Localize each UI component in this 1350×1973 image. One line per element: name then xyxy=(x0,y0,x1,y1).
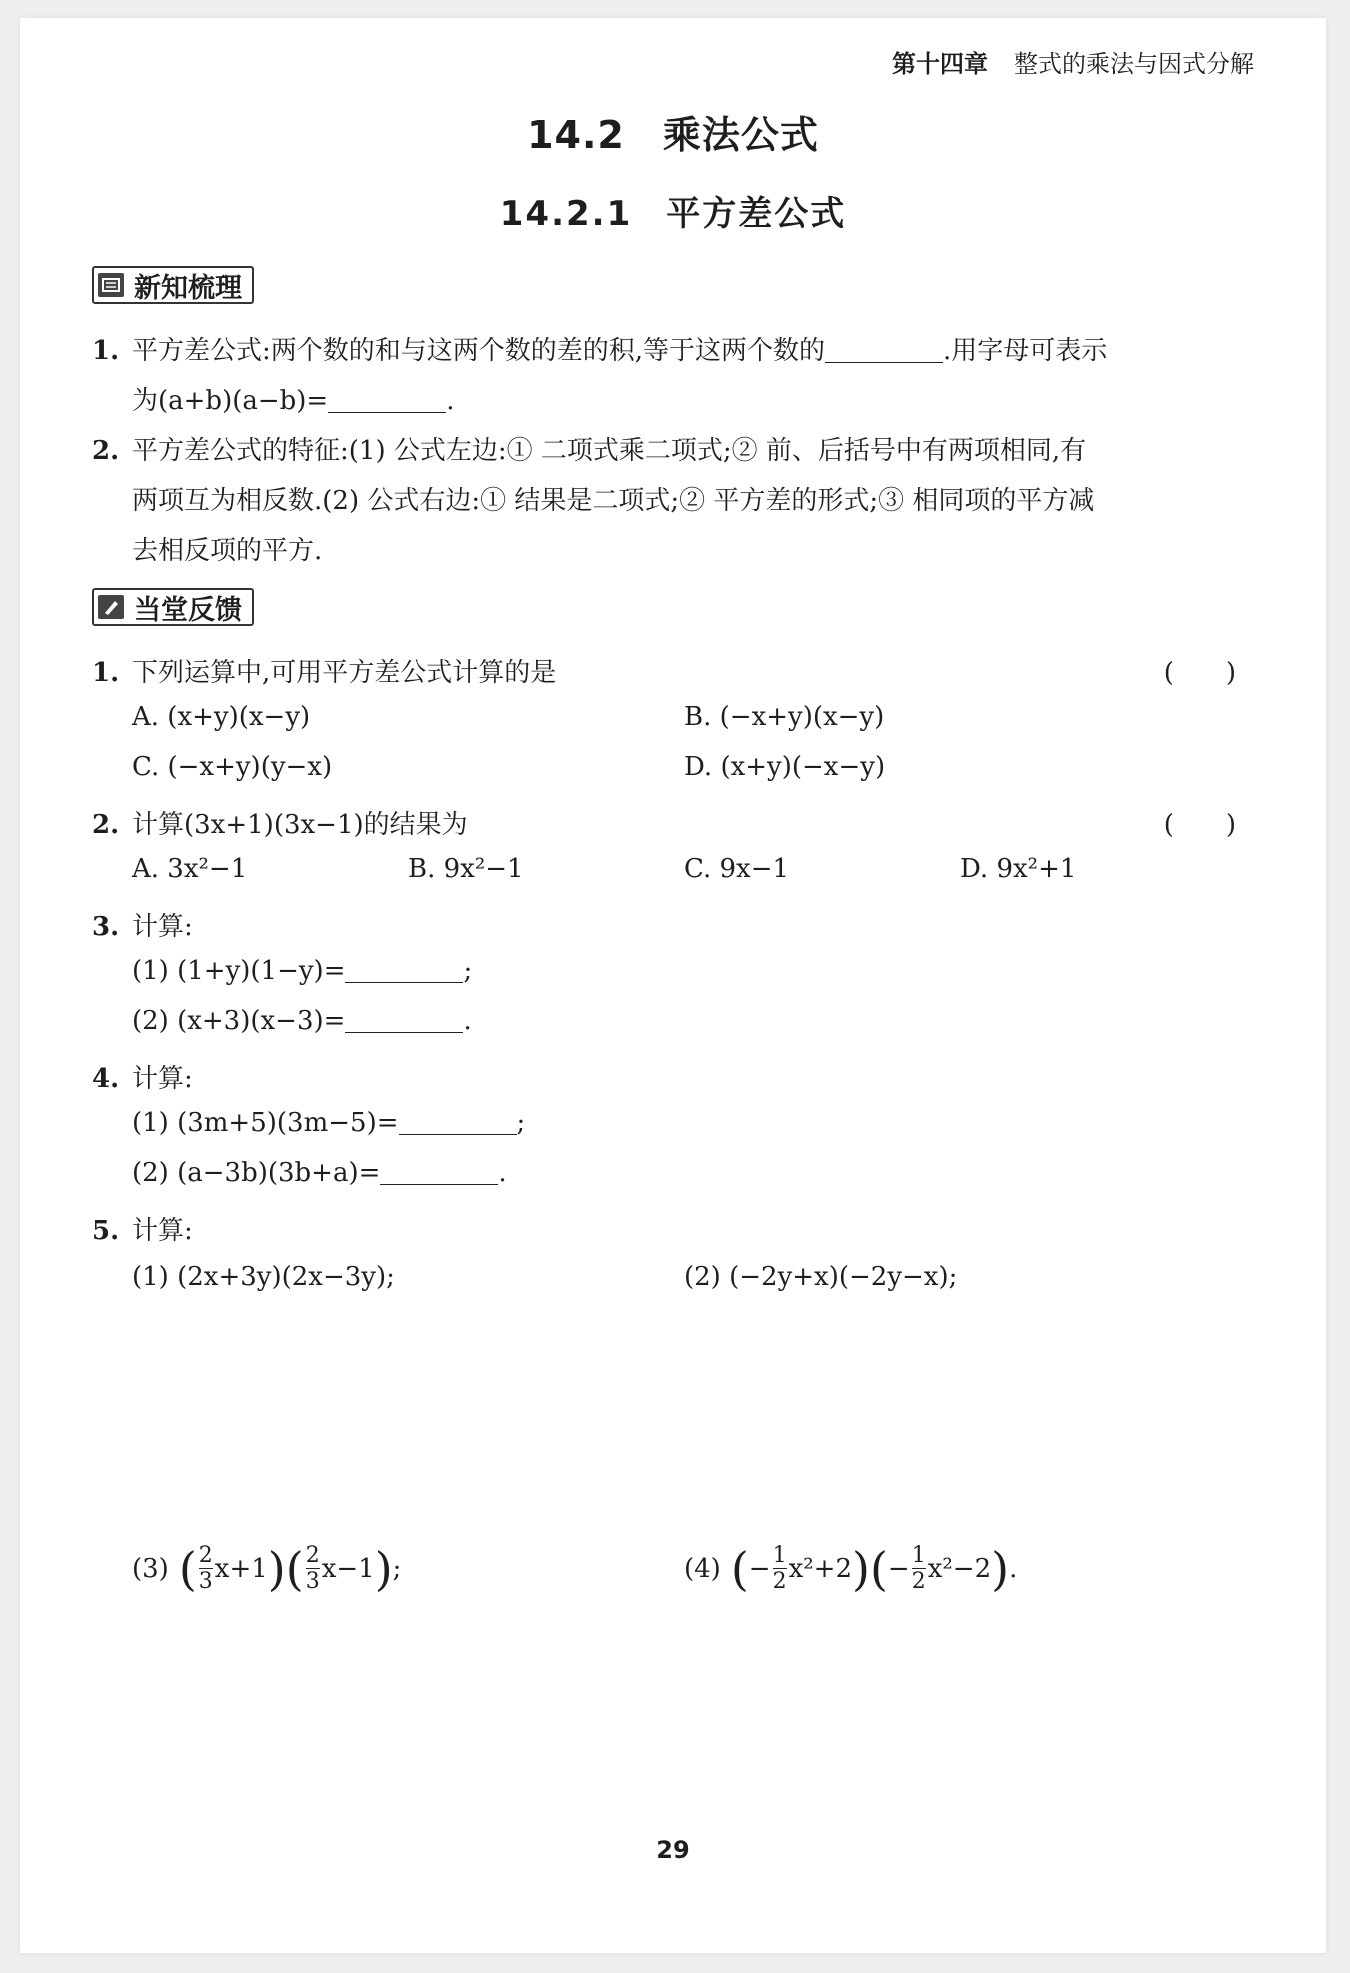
question-3-part-1 xyxy=(132,956,472,986)
option-d[interactable]: D. 9x²+1 xyxy=(960,854,1077,884)
option-a[interactable]: A. 3x²−1 xyxy=(132,854,248,884)
paren-open: ( xyxy=(730,1542,749,1597)
part-text: (2) (a−3b)(3b+a)= xyxy=(132,1158,381,1188)
part-label: (4) xyxy=(684,1554,721,1585)
term: x−1 xyxy=(321,1554,375,1585)
answer-blank[interactable] xyxy=(345,956,463,983)
knowledge-1-line2 xyxy=(132,380,455,417)
answer-paren[interactable]: ( ) xyxy=(1163,810,1236,840)
part-text: . xyxy=(1009,1554,1018,1585)
pencil-icon xyxy=(98,595,124,619)
question-stem: 计算: xyxy=(132,1216,193,1246)
term: x²+2 xyxy=(788,1554,853,1585)
tag-new-knowledge xyxy=(92,266,254,304)
tag-feedback xyxy=(92,588,254,626)
question-3-part-2 xyxy=(132,1006,472,1036)
denominator: 3 xyxy=(198,1569,213,1595)
answer-paren[interactable]: ( ) xyxy=(1163,658,1236,688)
question-4-part-1 xyxy=(132,1108,525,1138)
part-text: . xyxy=(498,1158,507,1188)
running-header xyxy=(892,44,1254,79)
question-stem: 计算: xyxy=(132,1064,193,1094)
fraction xyxy=(912,1544,926,1594)
knowledge-2-line3: 去相反项的平方. xyxy=(132,536,323,566)
question-number: 4. xyxy=(92,1064,120,1094)
question-4 xyxy=(92,1058,193,1095)
part-text: ; xyxy=(516,1108,526,1138)
option-b[interactable]: B. 9x²−1 xyxy=(408,854,524,884)
item-number: 1. xyxy=(92,336,120,366)
subsection-number: 14.2.1 xyxy=(499,194,633,234)
question-number: 1. xyxy=(92,658,120,688)
knowledge-text: . xyxy=(446,386,455,416)
option-c[interactable]: C. 9x−1 xyxy=(684,854,790,884)
paren-open: ( xyxy=(285,1542,304,1597)
chapter-title: 整式的乘法与因式分解 xyxy=(1014,50,1254,78)
knowledge-text: 为(a+b)(a−b)= xyxy=(132,386,329,416)
minus-sign: − xyxy=(887,1554,910,1585)
question-5-part-2: (2) (−2y+x)(−2y−x); xyxy=(684,1262,958,1292)
answer-blank[interactable] xyxy=(328,386,446,413)
answer-blank[interactable] xyxy=(380,1158,498,1185)
part-text: . xyxy=(463,1006,472,1036)
answer-blank[interactable] xyxy=(825,336,943,363)
section-name: 乘法公式 xyxy=(662,113,819,157)
tag-label: 当堂反馈 xyxy=(134,594,242,626)
question-5-part-3 xyxy=(132,1542,402,1597)
knowledge-2-line2: 两项互为相反数.(2) 公式右边:① 结果是二项式;② 平方差的形式;③ 相同项的平方减 xyxy=(132,486,1095,516)
answer-blank[interactable] xyxy=(345,1006,463,1033)
question-5-part-1: (1) (2x+3y)(2x−3y); xyxy=(132,1262,395,1292)
question-stem: 下列运算中,可用平方差公式计算的是 xyxy=(132,658,557,688)
subsection-title xyxy=(20,186,1326,235)
question-stem: 计算: xyxy=(132,912,193,942)
denominator: 2 xyxy=(911,1569,926,1595)
question-5-part-4 xyxy=(684,1542,1018,1597)
numerator: 2 xyxy=(305,1543,320,1568)
paren-close: ) xyxy=(852,1542,870,1597)
knowledge-2 xyxy=(92,430,1086,467)
question-stem: 计算(3x+1)(3x−1)的结果为 xyxy=(132,810,468,840)
paren-close: ) xyxy=(991,1542,1010,1597)
question-1 xyxy=(92,652,556,689)
question-5 xyxy=(92,1210,193,1247)
option-c[interactable]: C. (−x+y)(y−x) xyxy=(132,752,333,782)
option-b[interactable]: B. (−x+y)(x−y) xyxy=(684,702,885,732)
knowledge-text: .用字母可表示 xyxy=(943,336,1108,366)
question-4-part-2 xyxy=(132,1158,507,1188)
minus-sign: − xyxy=(748,1554,771,1585)
knowledge-1 xyxy=(92,330,1107,367)
fraction xyxy=(306,1544,320,1594)
part-text: ; xyxy=(463,956,473,986)
tag-label: 新知梳理 xyxy=(134,272,242,304)
term: x+1 xyxy=(214,1554,268,1585)
chapter-label: 第十四章 xyxy=(892,50,988,78)
numerator: 1 xyxy=(911,1543,926,1568)
part-text: ; xyxy=(392,1554,402,1585)
question-2 xyxy=(92,804,468,841)
page xyxy=(20,18,1326,1953)
part-text: (2) (x+3)(x−3)= xyxy=(132,1006,346,1036)
fraction xyxy=(199,1544,213,1594)
part-text: (1) (1+y)(1−y)= xyxy=(132,956,346,986)
option-d[interactable]: D. (x+y)(−x−y) xyxy=(684,752,886,782)
term: x²−2 xyxy=(927,1554,992,1585)
knowledge-text: 平方差公式:两个数的和与这两个数的差的积,等于这两个数的 xyxy=(132,336,826,366)
part-label: (3) xyxy=(132,1554,169,1585)
part-text: (1) (3m+5)(3m−5)= xyxy=(132,1108,399,1138)
question-number: 2. xyxy=(92,810,120,840)
paren-close: ) xyxy=(267,1542,286,1597)
denominator: 2 xyxy=(772,1569,787,1595)
section-number: 14.2 xyxy=(527,113,625,157)
page-number: 29 xyxy=(656,1836,690,1864)
subsection-name: 平方差公式 xyxy=(666,194,847,234)
book-icon xyxy=(98,273,124,297)
item-number: 2. xyxy=(92,436,120,466)
question-number: 3. xyxy=(92,912,120,942)
fraction xyxy=(773,1544,787,1594)
question-3 xyxy=(92,906,193,943)
knowledge-text: 平方差公式的特征:(1) 公式左边:① 二项式乘二项式;② 前、后括号中有两项相同,有 xyxy=(132,436,1087,466)
paren-open: ( xyxy=(178,1542,197,1597)
denominator: 3 xyxy=(305,1569,320,1595)
option-a[interactable]: A. (x+y)(x−y) xyxy=(132,702,311,732)
question-number: 5. xyxy=(92,1216,120,1246)
section-title xyxy=(20,104,1326,159)
answer-blank[interactable] xyxy=(399,1108,517,1135)
paren-open: ( xyxy=(869,1542,888,1597)
numerator: 2 xyxy=(198,1543,213,1568)
numerator: 1 xyxy=(772,1543,787,1568)
paren-close: ) xyxy=(374,1542,393,1597)
